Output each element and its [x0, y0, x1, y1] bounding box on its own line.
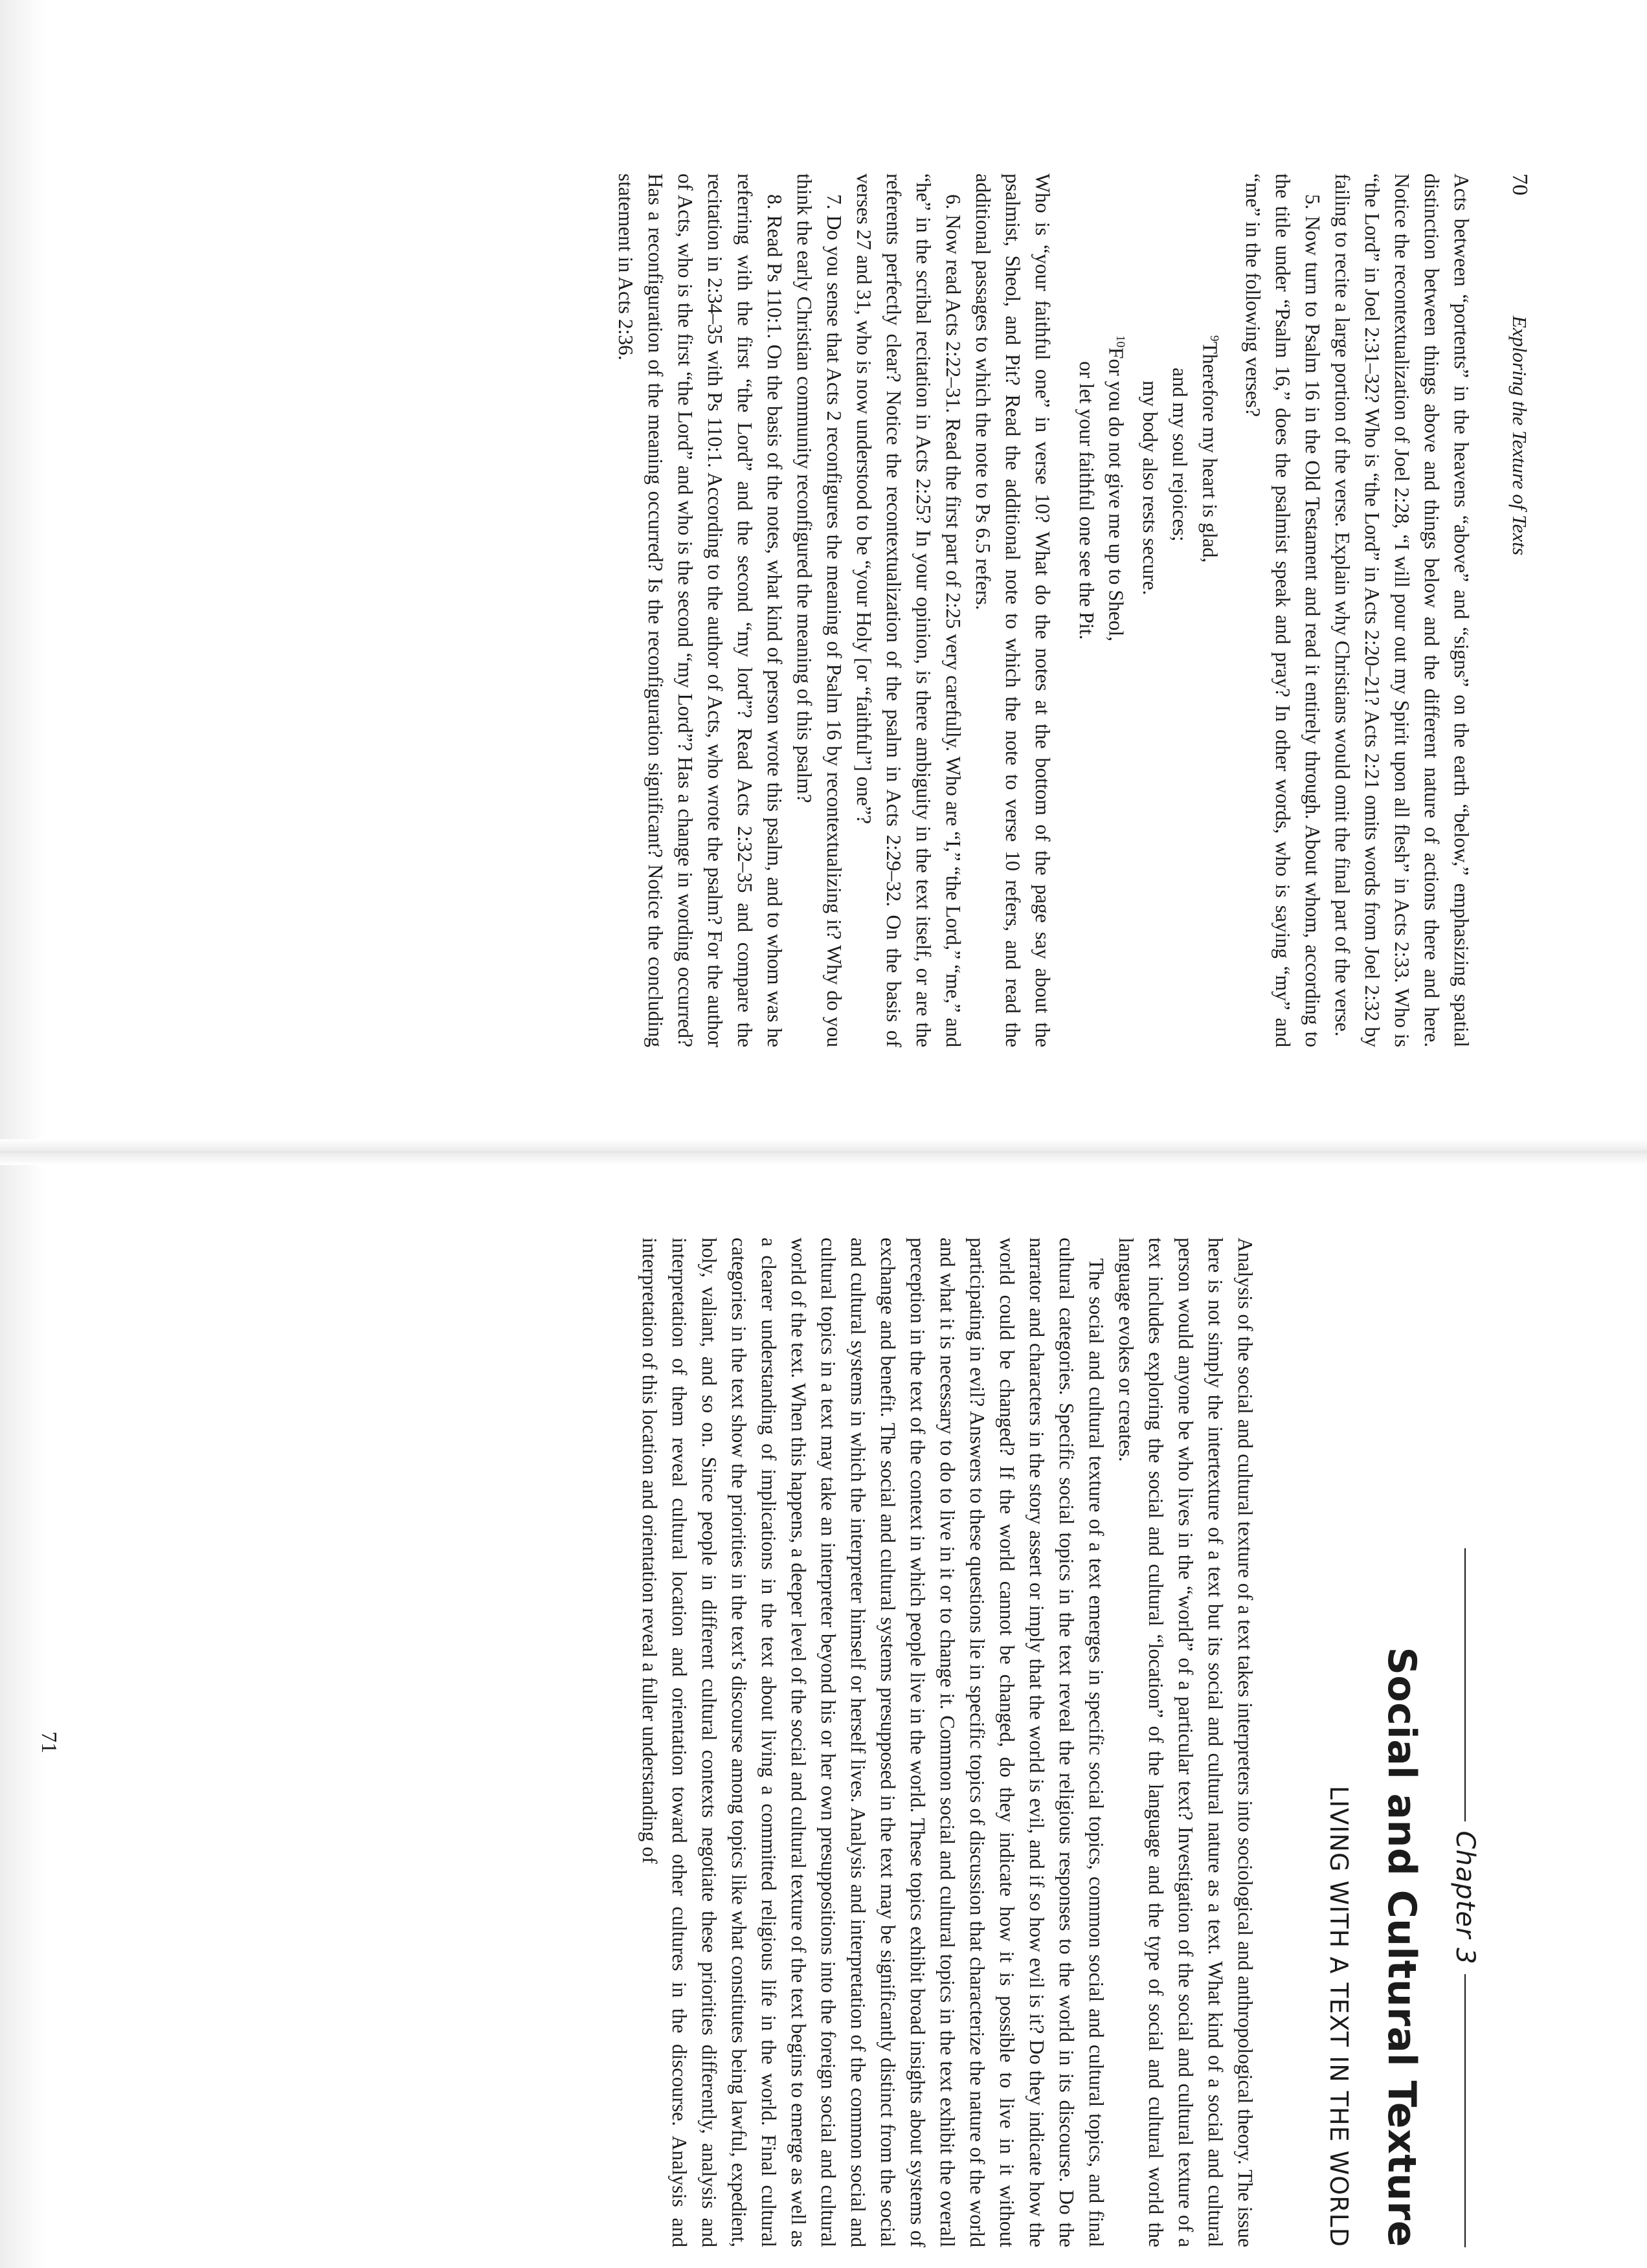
- poem-line: [1165, 335, 1195, 1047]
- poem-line: [1136, 335, 1165, 1047]
- rule-line: [1464, 1548, 1466, 1821]
- poem-line-text: my body also rests secure.: [1139, 381, 1162, 595]
- rule-line: [1464, 1974, 1466, 2247]
- verse-number: 9: [1207, 335, 1221, 342]
- paragraph: The social and cultural texture of a text emerges in specific social topics, common social and cultural topics, and final cultural categories. Specific social topics in the text reveal the religious responses to the world in its discourse. Do the narrator and characters in the story assert or imply that the world is evil, and if so how evil is it? Do they indicate how the world could be changed? If the world cannot be changed, do they indicate how it is possible to live in it without participating in evil? Answers to these questions lie in specific topics of discussion that characterize the nature of the world and what it is necessary to do to live in it or to change it. Common social and cultural topics in the text exhibit the overall perception in the text of the context in which people live in the world. These topics exhibit broad insights about systems of exchange and benefit. The social and cultural systems presupposed in the text may be significantly distinct from the social and cultural systems in which the interpreter himself or herself lives. Analysis and interpretation of the common social and cultural topics in a text may take an interpreter beyond his or her own presuppositions into the foreign social and cultural world of the text. When this happens, a deeper level of the social and cultural texture of the text begins to emerge as well as a clearer understanding of implications in the text about living a committed religious life in the world. Final cultural categories in the text show the priorities in the text’s discourse among topics like what constitutes being lawful, expedient, holy, valiant, and so on. Since people in different cultural contexts negotiate these priorities differently, analysis and interpretation of them reveal cultural location and orientation toward other cultures in the discourse. Analysis and interpretation of this location and orientation reveal a fuller understanding of: [638, 1238, 1108, 2247]
- chapter-heading-rule: [1450, 1548, 1480, 2247]
- page-number: 70: [1508, 173, 1532, 195]
- chapter-subtitle: LIVING WITH A TEXT IN THE WORLD: [1325, 1785, 1353, 2247]
- chapter-title: Social and Cultural Texture: [1379, 1647, 1424, 2247]
- poem-line: [1101, 335, 1136, 1047]
- paragraph: 7. Do you sense that Acts 2 reconfigures the meaning of Psalm 16 by recontextualizing it? Why do you think the early Christian community reconfigured the meaning of this psalm?: [793, 173, 846, 1047]
- poem-line: [1195, 335, 1229, 1047]
- poem-line-text: For you do not give me up to Sheol,: [1105, 347, 1128, 641]
- paragraph: Analysis of the social and cultural texture of a text takes interpreters into sociological and anthropological theory. The issue here is not simply the intertexture of a text but its social and cultural nature as a text. What kind of a social and cultural person would anyone be who lives in the “world” of a particular text? Investigation of the social and cultural texture of a text includes exploring the social and cultural “location” of the language and the type of social and cultural world the language evokes or creates.: [1115, 1238, 1257, 2247]
- poem-line-text: and my soul rejoices;: [1169, 368, 1192, 542]
- running-title: Exploring the Texture of Texts: [1508, 315, 1531, 555]
- poem-line-text: Therefore my heart is glad,: [1198, 341, 1222, 563]
- verse-number: 10: [1114, 335, 1128, 348]
- page-70-body: [611, 173, 1476, 1047]
- page-71: [30, 1238, 1480, 2247]
- poem-line: [1071, 335, 1101, 1047]
- running-head: [1476, 173, 1532, 1047]
- paragraph: 8. Read Ps 110:1. On the basis of the notes, what kind of person wrote this psalm, and to whom was he referring with the first “the Lord” and the second “my lord”? Read Acts 2:32–35 and compare the recitation in 2:34–35 with Ps 110:1. According to the author of Acts, who wrote the psalm? For the author of Acts, who is the first “the Lord” and who is the second “my Lord”? Has a change in wording occurred? Has a reconfiguration of the meaning occurred? Is the reconfiguration significant? Notice the concluding statement in Acts 2:36.: [614, 173, 786, 1047]
- paragraph: 5. Now turn to Psalm 16 in the Old Testament and read it entirely through. About whom, according to the title under “Psalm 16,” does the psalmist speak and pray? In other words, who is saying “my” and “me” in the following verses?: [1242, 173, 1324, 1047]
- paragraph: Acts between “portents” in the heavens “above” and “signs” on the earth “below,” emphasizing spatial distinction between things above and things below and the different nature of actions there and here. Notice the recontextualization of Joel 2:28, “I will pour out my Spirit upon all flesh” in Acts 2:33. Who is “the Lord” in Joel 2:31–32? Who is “the Lord” in Acts 2:20–21? Acts 2:21 omits words from Joel 2:32 by failing to recite a large portion of the verse. Explain why Christians would omit the final part of the verse.: [1331, 173, 1473, 1047]
- page-gutter: [0, 1139, 1647, 1165]
- paragraph: Who is “your faithful one” in verse 10? What do the notes at the bottom of the page say about the psalmist, Sheol, and Pit? Read the additional note to which the note to verse 10 refers, and read the additional passages to which the note to Ps 6.5 refers.: [972, 173, 1054, 1047]
- page-number: 71: [37, 1731, 61, 1753]
- page-70: [205, 173, 1532, 1047]
- chapter-label: Chapter 3: [1450, 1830, 1480, 1965]
- paragraph: 6. Now read Acts 2:22–31. Read the first part of 2:25 very carefully. Who are “I,” “the Lord,” “me,” and “he” in the scribal recitation in Acts 2:25? In your opinion, is there ambiguity in the text itself, or are the referents perfectly clear? Notice the recontextualization of the psalm in Acts 2:29–32. On the basis of verses 27 and 31, who is now understood to be “your Holy [or “faithful”] one”?: [853, 173, 965, 1047]
- psalm-quotation: [1071, 335, 1229, 1047]
- poem-line-text: or let your faithful one see the Pit.: [1075, 361, 1098, 640]
- page-71-body: [634, 1238, 1260, 2247]
